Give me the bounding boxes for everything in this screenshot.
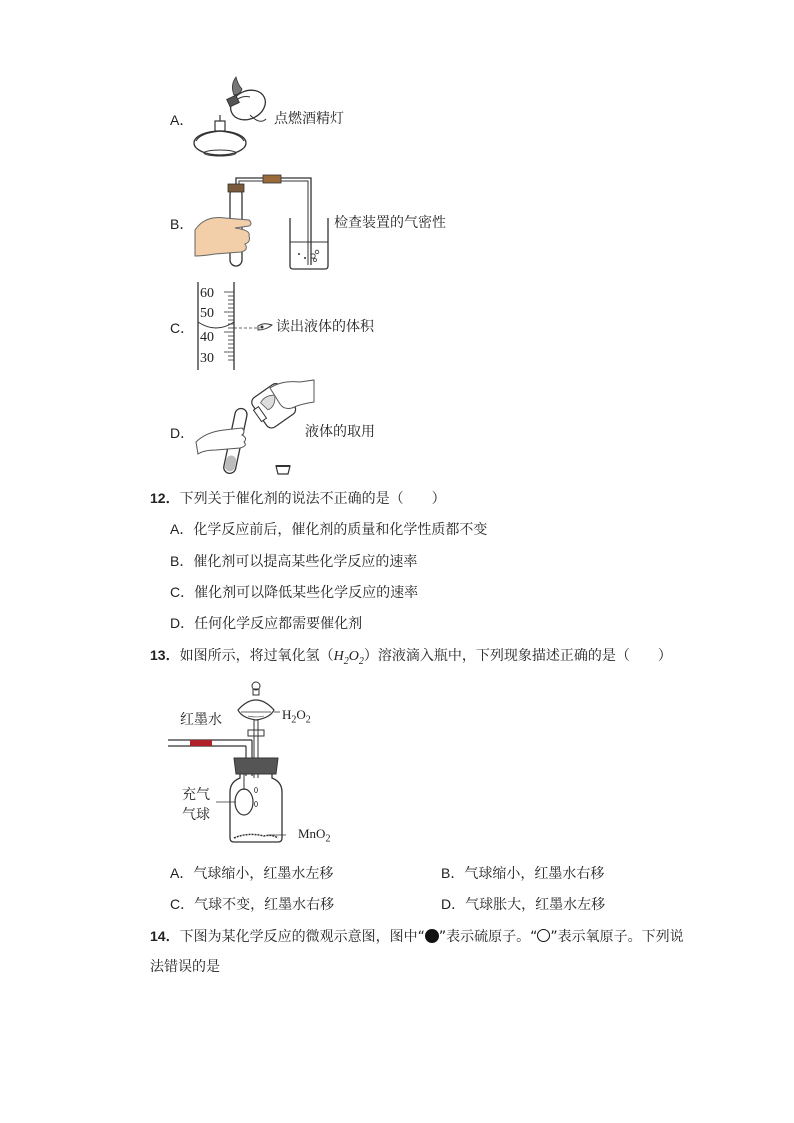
question-12-stem [150,489,446,508]
label-h2o2-h: H [282,707,292,722]
q12-option-d [170,614,362,633]
question-13-stem [150,646,672,671]
q12-option-b-text: 催化剂可以提高某些化学反应的速率 [193,554,418,570]
option-c-letter: C． [170,320,195,336]
label-mno2-text: MnO [298,826,326,841]
oxygen-atom-icon [537,929,550,942]
q12-option-a-text: 化学反应前后，催化剂的质量和化学性质都不变 [193,522,488,538]
q12-option-d-letter: D． [170,615,195,631]
option-a-letter: A． [170,112,194,128]
q12-option-a [170,520,487,539]
question-13-text-after: ）溶液滴入瓶中，下列现象描述正确的是（ ） [363,648,672,664]
q13-option-a [170,864,333,883]
q12-option-b-letter: B． [170,553,194,569]
q13-option-b-letter: B． [441,865,465,881]
label-balloon-line1: 充气 [182,787,210,803]
label-mno2-sub: 2 [325,833,331,845]
label-h2o2-sub1: 2 [291,714,297,726]
formula-h: H [333,649,344,664]
formula-sub-1: 2 [343,655,349,667]
question-14-text-b: ”表示硫原子。“ [438,929,538,945]
question-12-text: 下列关于催化剂的说法不正确的是（ ） [179,491,446,507]
option-b-caption: 检查装置的气密性 [334,215,446,231]
label-mno2 [298,826,330,845]
question-13-number: 13． [150,647,180,663]
q13-option-a-letter: A． [170,865,194,881]
airtightness-check-figure [195,170,335,275]
h2o2-formula [333,649,364,667]
scale-50: 50 [200,306,214,321]
label-h2o2-o: O [296,707,306,722]
label-h2o2 [282,707,311,726]
sulfur-atom-icon [425,929,439,943]
option-b-letter: B． [170,216,194,232]
q12-option-c-letter: C． [170,584,195,600]
q12-option-c [170,583,418,602]
q13-option-b-text: 气球缩小，红墨水右移 [464,866,605,882]
q13-option-c [170,895,334,914]
label-balloon-line2: 气球 [182,807,210,823]
question-14-text-c: ”表示氧原子。下列说 [550,929,684,945]
label-h2o2-sub2: 2 [305,714,311,726]
scale-60: 60 [200,286,214,301]
option-c-caption: 读出液体的体积 [276,319,374,335]
pouring-liquid-figure [196,378,316,478]
q13-option-d-text: 气球胀大，红墨水左移 [465,897,606,913]
option-d-caption: 液体的取用 [305,424,375,440]
q13-option-b [441,864,604,883]
question-12-number: 12． [150,490,180,506]
q13-option-c-text: 气球不变，红墨水右移 [194,897,335,913]
question-14-text-a: 下图为某化学反应的微观示意图，图中“ [179,929,425,945]
scale-30: 30 [200,351,214,366]
formula-sub-2: 2 [358,655,364,667]
q12-option-d-text: 任何化学反应都需要催化剂 [194,616,363,632]
q13-option-c-letter: C． [170,896,195,912]
option-a-caption: 点燃酒精灯 [274,111,344,127]
q12-option-c-text: 催化剂可以降低某些化学反应的速率 [194,585,419,601]
question-14-number: 14． [150,928,180,944]
question-13-text-before: 如图所示，将过氧化氢（ [179,648,334,664]
option-d-letter: D． [170,425,195,441]
q12-option-a-letter: A． [170,521,194,537]
alcohol-lamp-figure [190,75,270,165]
formula-o: O [348,649,359,664]
scale-40: 40 [200,330,214,345]
label-red-ink: 红墨水 [180,712,222,728]
question-14-line2: 法错误的是 [150,959,220,975]
q13-option-d-letter: D． [441,896,466,912]
question-14-line1 [150,927,684,946]
q13-option-d [441,895,605,914]
q12-option-b [170,552,417,571]
q13-option-a-text: 气球缩小，红墨水左移 [193,866,334,882]
